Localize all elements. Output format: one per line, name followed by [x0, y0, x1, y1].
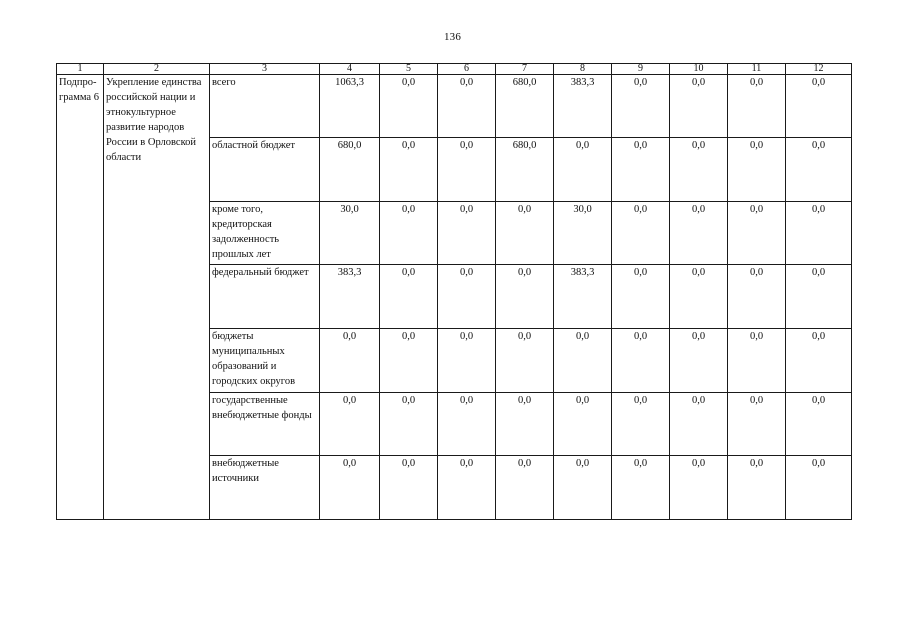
funding-source-cell: внебюджетные источники	[210, 456, 320, 520]
value-cell: 0,0	[786, 265, 852, 329]
value-cell: 0,0	[380, 75, 438, 138]
value-cell: 0,0	[670, 265, 728, 329]
funding-source-cell: кроме того, кредиторская задолженность прошлых лет	[210, 202, 320, 265]
value-cell: 0,0	[612, 456, 670, 520]
budget-table	[56, 63, 852, 520]
value-cell: 0,0	[612, 202, 670, 265]
value-cell: 0,0	[612, 75, 670, 138]
value-cell: 0,0	[496, 202, 554, 265]
value-cell: 383,3	[554, 265, 612, 329]
value-cell: 0,0	[438, 456, 496, 520]
value-cell: 0,0	[438, 393, 496, 456]
header-row	[57, 64, 852, 75]
value-cell: 0,0	[496, 393, 554, 456]
program-cell: Подпро-грамма 6	[57, 75, 104, 520]
value-cell: 0,0	[612, 329, 670, 393]
column-header: 5	[380, 64, 438, 75]
value-cell: 0,0	[612, 138, 670, 202]
funding-source-cell: всего	[210, 75, 320, 138]
value-cell: 0,0	[786, 75, 852, 138]
value-cell: 0,0	[670, 75, 728, 138]
value-cell: 0,0	[612, 265, 670, 329]
program-name-cell: Укрепление единства российской нации и этнокультурное развитие народов России в Орловской области	[104, 75, 210, 520]
column-header: 8	[554, 64, 612, 75]
value-cell: 0,0	[320, 393, 380, 456]
value-cell: 0,0	[380, 393, 438, 456]
funding-source-cell: областной бюджет	[210, 138, 320, 202]
value-cell: 0,0	[438, 138, 496, 202]
value-cell: 0,0	[438, 265, 496, 329]
value-cell: 0,0	[728, 202, 786, 265]
value-cell: 0,0	[554, 138, 612, 202]
page-number: 136	[443, 31, 462, 43]
value-cell: 0,0	[728, 393, 786, 456]
value-cell: 0,0	[786, 393, 852, 456]
value-cell: 0,0	[380, 138, 438, 202]
value-cell: 0,0	[380, 456, 438, 520]
value-cell: 383,3	[320, 265, 380, 329]
value-cell: 0,0	[320, 329, 380, 393]
value-cell: 0,0	[670, 138, 728, 202]
value-cell: 0,0	[380, 265, 438, 329]
value-cell: 0,0	[496, 456, 554, 520]
column-header: 1	[57, 64, 104, 75]
value-cell: 0,0	[670, 456, 728, 520]
value-cell: 0,0	[728, 456, 786, 520]
value-cell: 1063,3	[320, 75, 380, 138]
funding-source-cell: федеральный бюджет	[210, 265, 320, 329]
column-header: 9	[612, 64, 670, 75]
value-cell: 0,0	[380, 329, 438, 393]
value-cell: 30,0	[554, 202, 612, 265]
value-cell: 0,0	[554, 329, 612, 393]
value-cell: 0,0	[728, 265, 786, 329]
column-header: 6	[438, 64, 496, 75]
column-header: 12	[786, 64, 852, 75]
value-cell: 0,0	[728, 138, 786, 202]
funding-source-cell: бюджеты муниципальных образований и городских округов	[210, 329, 320, 393]
value-cell: 30,0	[320, 202, 380, 265]
value-cell: 383,3	[554, 75, 612, 138]
value-cell: 0,0	[496, 265, 554, 329]
column-header: 11	[728, 64, 786, 75]
value-cell: 680,0	[496, 75, 554, 138]
value-cell: 0,0	[438, 75, 496, 138]
column-header: 4	[320, 64, 380, 75]
value-cell: 0,0	[320, 456, 380, 520]
value-cell: 0,0	[670, 393, 728, 456]
value-cell: 680,0	[320, 138, 380, 202]
value-cell: 0,0	[554, 393, 612, 456]
funding-source-cell: государственные внебюджетные фонды	[210, 393, 320, 456]
value-cell: 0,0	[612, 393, 670, 456]
table-row	[57, 75, 852, 138]
value-cell: 0,0	[438, 329, 496, 393]
value-cell: 0,0	[786, 138, 852, 202]
column-header: 10	[670, 64, 728, 75]
value-cell: 680,0	[496, 138, 554, 202]
column-header: 2	[104, 64, 210, 75]
value-cell: 0,0	[728, 75, 786, 138]
value-cell: 0,0	[786, 202, 852, 265]
value-cell: 0,0	[786, 329, 852, 393]
value-cell: 0,0	[670, 329, 728, 393]
value-cell: 0,0	[554, 456, 612, 520]
value-cell: 0,0	[380, 202, 438, 265]
column-header: 7	[496, 64, 554, 75]
value-cell: 0,0	[496, 329, 554, 393]
value-cell: 0,0	[670, 202, 728, 265]
value-cell: 0,0	[786, 456, 852, 520]
value-cell: 0,0	[728, 329, 786, 393]
column-header: 3	[210, 64, 320, 75]
value-cell: 0,0	[438, 202, 496, 265]
